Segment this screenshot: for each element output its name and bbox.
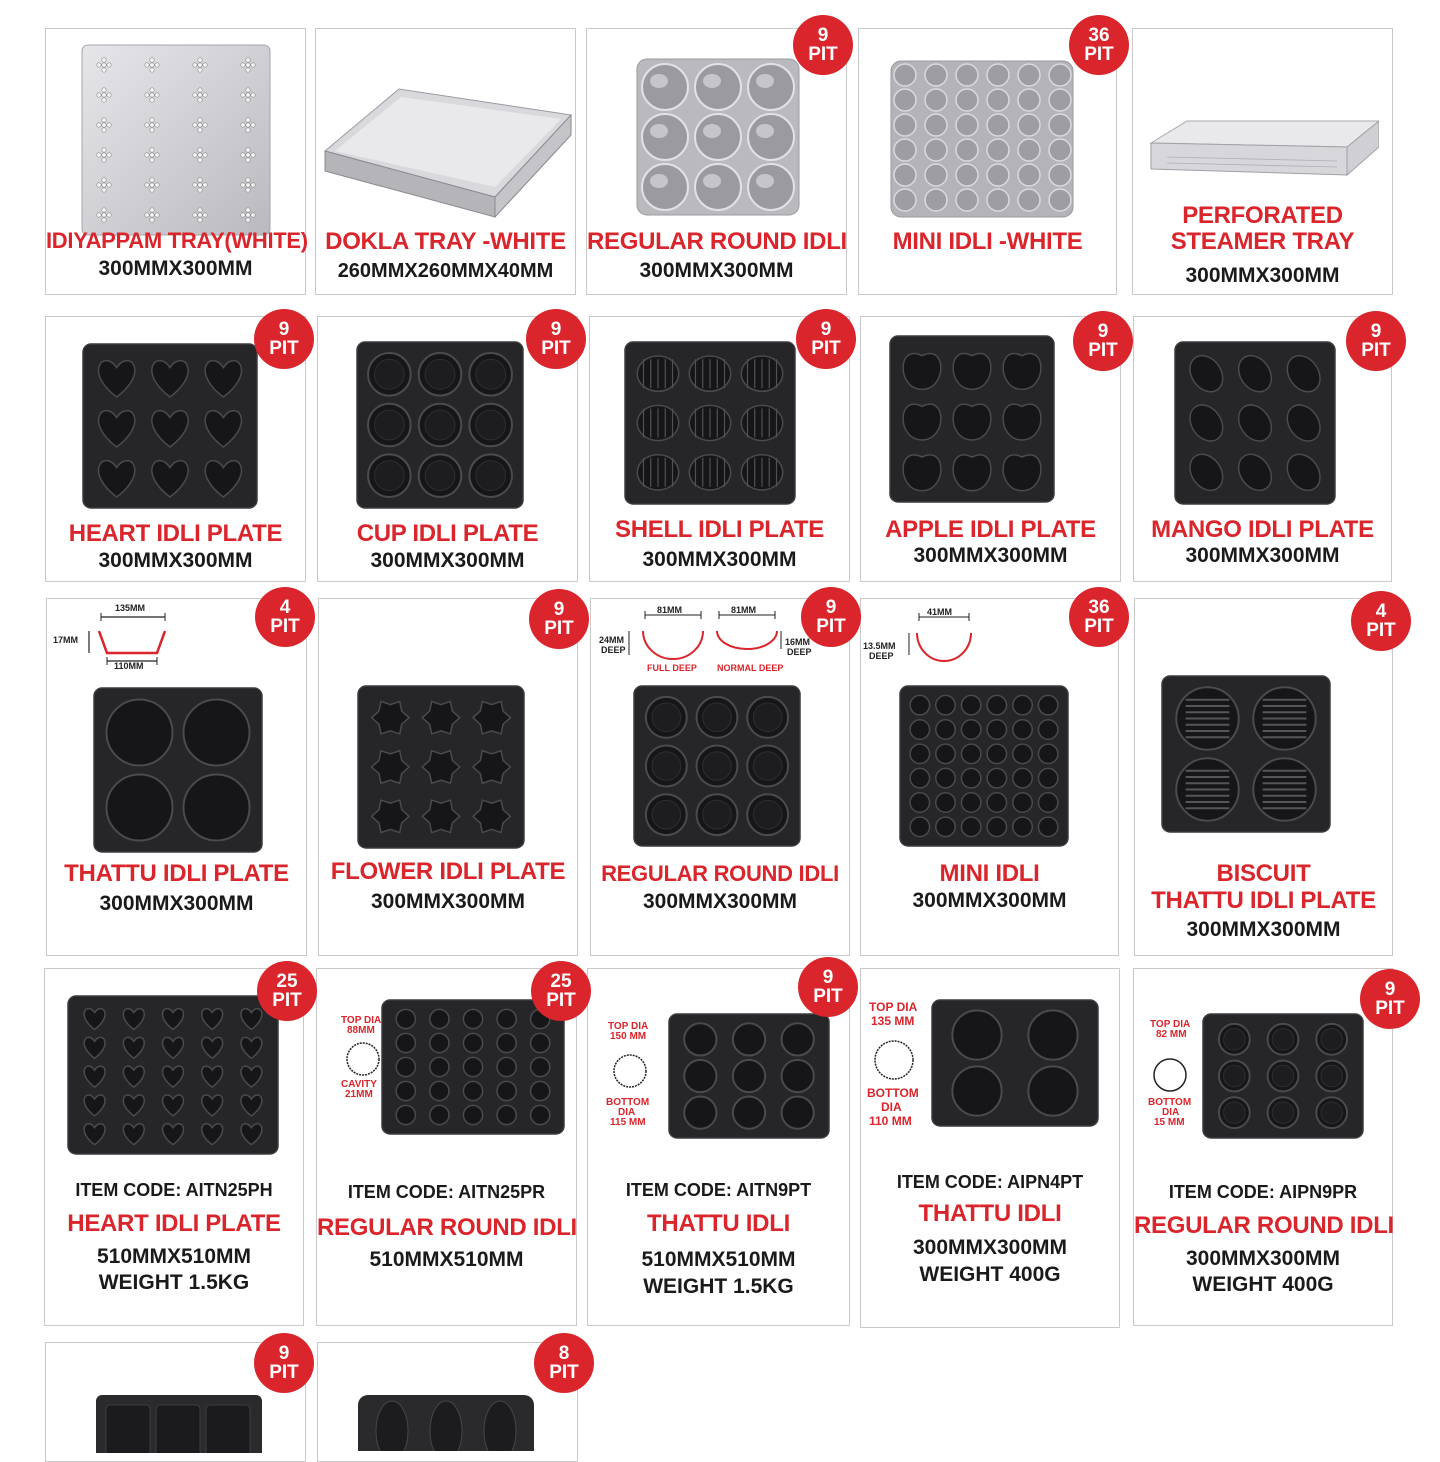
product-card-mini-idli-black[interactable] xyxy=(860,598,1119,956)
depth-label: 17MM xyxy=(53,635,79,645)
product-size: 300MMX300MM xyxy=(98,257,253,280)
product-card-thattu-idli-plate[interactable] xyxy=(46,598,307,956)
bottom-dia-value: 115 MM xyxy=(610,1117,646,1128)
cup-idli-plate-image xyxy=(354,339,526,511)
dia-circle-icon xyxy=(1150,1055,1190,1095)
bottom-diameter-label: 110MM xyxy=(114,661,144,671)
shell-idli-plate-image xyxy=(622,339,798,507)
top-dia-value: 150 MM xyxy=(610,1031,647,1042)
pit-count-badge: 9 PIT xyxy=(254,309,314,369)
leaf-idli-plate-image xyxy=(356,1391,536,1451)
mango-idli-plate-image xyxy=(1172,339,1338,507)
heart-idli-plate-image xyxy=(80,341,260,511)
product-size: 300MMX300MM xyxy=(912,1236,1068,1259)
pit-count-badge: 36 PIT xyxy=(1069,587,1129,647)
product-name: THATTU IDLI xyxy=(918,1200,1062,1227)
flower-idli-plate-image xyxy=(355,683,527,851)
bottom-dia-label-2: DIA xyxy=(618,1107,636,1118)
item-code: ITEM CODE: AIPN4PT xyxy=(896,1172,1084,1192)
bottom-dia-label-2: DIA xyxy=(1162,1107,1180,1118)
item-code: ITEM CODE: AIPN9PR xyxy=(1168,1182,1358,1202)
product-name: APPLE IDLI PLATE xyxy=(885,516,1096,543)
top-dia-value: 135 MM xyxy=(871,1014,915,1028)
pit-count-badge: 9 PIT xyxy=(798,957,858,1017)
product-card-row5-1[interactable] xyxy=(45,1342,306,1462)
pit-count-badge: 4 PIT xyxy=(255,587,315,647)
biscuit-thattu-plate-image xyxy=(1159,673,1333,835)
apple-idli-plate-image xyxy=(887,333,1057,505)
product-size: 300MMX300MM xyxy=(639,259,794,282)
mini-idli-tray-image xyxy=(887,59,1077,219)
product-card-aitn25ph[interactable] xyxy=(44,968,304,1326)
pit-count-badge: 9 PIT xyxy=(796,309,856,369)
product-size: 260MMX260MMX40MM xyxy=(337,260,554,282)
product-name: MINI IDLI xyxy=(939,860,1040,887)
depth-label-b: DEEP xyxy=(869,651,894,661)
product-card-heart-idli-plate[interactable] xyxy=(45,316,306,582)
pit-count-badge: 9 PIT xyxy=(801,587,861,647)
pit-count-badge: 9 PIT xyxy=(1073,311,1133,371)
width-label-1: 81MM xyxy=(657,605,683,615)
pit-count-badge: 8 PIT xyxy=(534,1333,594,1393)
item-code: ITEM CODE: AITN9PT xyxy=(625,1180,812,1200)
product-card-regular-round-idli-white[interactable] xyxy=(586,25,847,295)
thattu-dimension-diagram xyxy=(87,605,227,671)
rectangular-idli-plate-image xyxy=(94,1393,264,1453)
product-name: IDIYAPPAM TRAY(WHITE) xyxy=(46,228,308,253)
product-size: 300MMX300MM xyxy=(1185,1247,1341,1270)
product-name: MANGO IDLI PLATE xyxy=(1151,516,1374,543)
depth-label-2: 16MM xyxy=(785,637,811,647)
product-name: HEART IDLI PLATE xyxy=(67,1210,281,1237)
product-name-line2: STEAMER TRAY xyxy=(1170,228,1355,255)
product-card-mini-idli-white[interactable] xyxy=(858,25,1117,295)
pit-count-badge: 25 PIT xyxy=(531,961,591,1021)
product-size: 300MMX300MM xyxy=(642,548,797,571)
product-name: HEART IDLI PLATE xyxy=(68,520,283,547)
width-label: 41MM xyxy=(927,607,953,617)
thattu-4-pit-image xyxy=(929,997,1101,1129)
width-label-2: 81MM xyxy=(731,605,757,615)
product-card-aitn9pt[interactable] xyxy=(587,968,850,1326)
product-card-apple-idli-plate[interactable] xyxy=(860,316,1121,582)
item-code: ITEM CODE: AITN25PH xyxy=(75,1180,273,1200)
perforated-steamer-tray-image xyxy=(1147,117,1379,187)
pit-count-badge: 9 PIT xyxy=(254,1333,314,1393)
product-name: DOKLA TRAY -WHITE xyxy=(325,228,566,255)
product-size: 300MMX300MM xyxy=(98,549,253,572)
product-weight: WEIGHT 1.5KG xyxy=(643,1275,794,1298)
dokla-tray-image xyxy=(321,79,573,219)
product-weight: WEIGHT 400G xyxy=(919,1263,1061,1286)
regular-round-9-pit-image xyxy=(1200,1011,1366,1141)
product-name: THATTU IDLI PLATE xyxy=(64,860,289,887)
product-card-regular-round-idli-black[interactable] xyxy=(590,598,850,956)
pit-count-badge: 9 PIT xyxy=(526,309,586,369)
product-card-aitn25pr[interactable] xyxy=(316,968,577,1326)
top-dia-label: TOP DIA xyxy=(869,1000,918,1014)
product-name: PERFORATED xyxy=(1182,202,1343,229)
product-weight: WEIGHT 1.5KG xyxy=(98,1271,250,1294)
cavity-value: 21MM xyxy=(345,1089,373,1100)
pit-count-badge: 9 PIT xyxy=(1346,311,1406,371)
product-size: 300MMX300MM xyxy=(642,890,798,913)
full-deep-label: FULL DEEP xyxy=(647,663,697,673)
bottom-dia-label: BOTTOM xyxy=(867,1086,919,1100)
thattu-9-pit-image xyxy=(666,1011,832,1141)
pit-count-badge: 36 PIT xyxy=(1069,15,1129,75)
product-name: CUP IDLI PLATE xyxy=(356,520,539,547)
product-size: 300MMX300MM xyxy=(1186,918,1341,941)
product-size: 300MMX300MM xyxy=(370,890,526,913)
top-diameter-label: 135MM xyxy=(115,603,146,613)
bottom-dia-label-2: DIA xyxy=(881,1100,902,1114)
product-name: FLOWER IDLI PLATE xyxy=(330,858,566,885)
normal-deep-label: NORMAL DEEP xyxy=(717,663,784,673)
pit-count-badge: 25 PIT xyxy=(257,961,317,1021)
top-dia-value: 88MM xyxy=(347,1025,375,1036)
depth-label-2b: DEEP xyxy=(787,647,812,657)
product-name: REGULAR ROUND IDLI xyxy=(601,861,839,886)
depth-label: 13.5MM xyxy=(863,641,896,651)
pit-count-badge: 4 PIT xyxy=(1351,591,1411,651)
product-name: MINI IDLI -WHITE xyxy=(892,228,1083,255)
regular-round-idli-tray-image xyxy=(633,57,803,219)
product-card-perforated-steamer-tray[interactable] xyxy=(1132,28,1393,295)
cavity-label: CAVITY xyxy=(341,1079,377,1090)
depth-label-1b: DEEP xyxy=(601,645,626,655)
product-card-dokla-tray[interactable] xyxy=(315,28,576,295)
mini-idli-black-image xyxy=(897,683,1071,849)
product-size: 510MMX510MM xyxy=(641,1248,796,1271)
pit-count-badge: 9 PIT xyxy=(529,589,589,649)
product-name-line2: THATTU IDLI PLATE xyxy=(1151,887,1376,914)
top-dia-label: TOP DIA xyxy=(1150,1019,1191,1030)
depth-label-1: 24MM xyxy=(599,635,625,645)
cavity-circle-icon xyxy=(343,1039,383,1079)
thattu-idli-plate-image xyxy=(91,685,265,855)
product-size: 510MMX510MM xyxy=(369,1248,524,1271)
heart-25-pit-plate-image xyxy=(65,993,281,1157)
product-size: 300MMX300MM xyxy=(912,889,1067,912)
bottom-dia-value: 110 MM xyxy=(869,1114,912,1128)
product-card-aipn9pr[interactable] xyxy=(1133,968,1405,1326)
pit-count-badge: 9 PIT xyxy=(793,15,853,75)
regular-round-idli-black-image xyxy=(631,683,803,849)
product-card-biscuit-thattu-idli-plate[interactable] xyxy=(1134,598,1396,956)
product-card-mango-idli-plate[interactable] xyxy=(1133,316,1392,582)
item-code: ITEM CODE: AITN25PR xyxy=(347,1182,546,1202)
top-dia-value: 82 MM xyxy=(1156,1029,1187,1040)
top-dia-label: TOP DIA xyxy=(608,1021,649,1032)
product-card-shell-idli-plate[interactable] xyxy=(589,316,850,582)
idiyappam-tray-image xyxy=(78,43,274,239)
product-name: REGULAR ROUND IDLI xyxy=(587,228,847,255)
bottom-dia-label: BOTTOM xyxy=(1148,1097,1192,1108)
product-card-aipn4pt[interactable] xyxy=(860,968,1120,1328)
product-name: THATTU IDLI xyxy=(647,1210,790,1237)
product-size: 300MMX300MM xyxy=(1185,264,1340,287)
dia-circle-icon xyxy=(871,1037,917,1083)
regular-round-25-pit-image xyxy=(379,997,567,1137)
dia-circle-icon xyxy=(610,1051,650,1091)
pit-count-badge: 9 PIT xyxy=(1360,969,1420,1029)
product-name: BISCUIT xyxy=(1216,860,1311,887)
product-card-flower-idli-plate[interactable] xyxy=(318,598,578,956)
product-card-cup-idli-plate[interactable] xyxy=(317,316,578,582)
product-name: REGULAR ROUND IDLI xyxy=(1134,1212,1394,1239)
bottom-dia-label: BOTTOM xyxy=(606,1097,650,1108)
product-name: SHELL IDLI PLATE xyxy=(615,516,824,543)
product-size: 300MMX300MM xyxy=(913,544,1068,567)
product-card-row5-2[interactable] xyxy=(317,1342,578,1462)
product-size: 510MMX510MM xyxy=(96,1245,252,1268)
bottom-dia-value: 15 MM xyxy=(1154,1117,1185,1128)
product-weight: WEIGHT 400G xyxy=(1192,1273,1334,1296)
top-dia-label: TOP DIA xyxy=(341,1015,382,1026)
product-size: 300MMX300MM xyxy=(99,892,254,915)
product-size: 300MMX300MM xyxy=(1185,544,1340,567)
product-name: REGULAR ROUND IDLI xyxy=(317,1214,577,1241)
product-card-idiyappam-tray[interactable] xyxy=(45,28,306,295)
product-size: 300MMX300MM xyxy=(370,549,525,572)
